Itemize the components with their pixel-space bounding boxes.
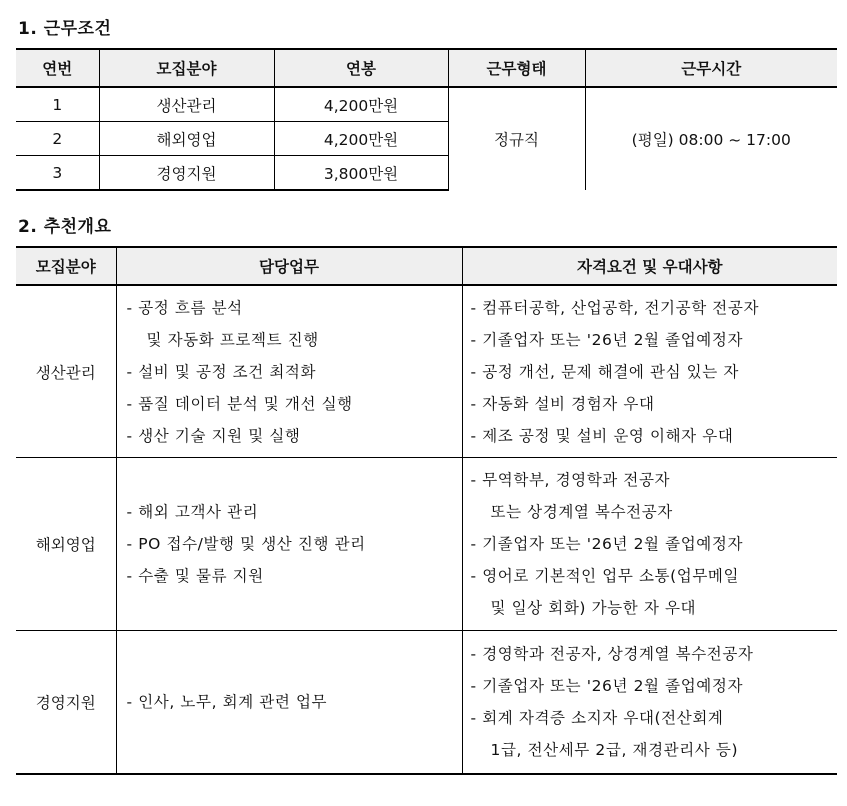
- cell-work-hours: (평일) 08:00 ~ 17:00: [585, 87, 837, 190]
- cell-salary: 3,800만원: [274, 156, 448, 191]
- qualification-line: - 기졸업자 또는 '26년 2월 졸업예정자: [470, 330, 744, 349]
- qualification-line: - 기졸업자 또는 '26년 2월 졸업예정자: [470, 677, 744, 695]
- qualification-line: - 무역학부, 경영학과 전공자: [470, 471, 671, 489]
- cell-field: 경영지원: [16, 631, 116, 775]
- cell-field: 해외영업: [16, 458, 116, 631]
- cell-qualifications: [462, 285, 837, 458]
- header-work-type: 근무형태: [448, 49, 585, 87]
- duty-line: - 생산 기술 지원 및 실행: [126, 426, 301, 445]
- cell-salary: 4,200만원: [274, 87, 448, 122]
- header-qualifications: 자격요건 및 우대사항: [462, 247, 837, 285]
- qualification-line: - 제조 공정 및 설비 운영 이해자 우대: [470, 426, 734, 445]
- duty-line: - 공정 흐름 분석: [126, 298, 243, 317]
- cell-work-type: 정규직: [448, 87, 585, 190]
- cell-field: 생산관리: [16, 285, 116, 458]
- duty-line: - PO 접수/발행 및 생산 진행 관리: [126, 535, 366, 553]
- table-row: [16, 458, 837, 631]
- cell-no: 1: [16, 87, 99, 122]
- table-row: [16, 285, 837, 458]
- cell-field: 해외영업: [99, 122, 274, 156]
- section-title-recommendation-overview: 2. 추천개요: [18, 217, 112, 237]
- duty-line: - 수출 및 물류 지원: [126, 567, 264, 585]
- header-field: 모집분야: [99, 49, 274, 87]
- header-salary: 연봉: [274, 49, 448, 87]
- cell-no: 3: [16, 156, 99, 191]
- header-work-hours: 근무시간: [585, 49, 837, 87]
- cell-duties: [116, 285, 462, 458]
- table-row: [16, 631, 837, 775]
- header-no: 연번: [16, 49, 99, 87]
- work-conditions-table: [16, 48, 837, 191]
- duty-line: - 해외 고객사 관리: [126, 503, 259, 521]
- qualification-line: - 기졸업자 또는 '26년 2월 졸업예정자: [470, 535, 744, 553]
- duty-line: - 품질 데이터 분석 및 개선 실행: [126, 394, 353, 413]
- qualification-line: - 자동화 설비 경험자 우대: [470, 394, 655, 413]
- qualification-line: - 공정 개선, 문제 해결에 관심 있는 자: [470, 362, 739, 381]
- qualification-line: - 컴퓨터공학, 산업공학, 전기공학 전공자: [470, 298, 760, 317]
- qualification-line: 또는 상경계열 복수전공자: [490, 503, 673, 521]
- cell-no: 2: [16, 122, 99, 156]
- cell-salary: 4,200만원: [274, 122, 448, 156]
- header-duties: 담당업무: [116, 247, 462, 285]
- table-row: [16, 87, 837, 122]
- cell-field: 생산관리: [99, 87, 274, 122]
- duty-line: - 설비 및 공정 조건 최적화: [126, 362, 317, 381]
- duty-line: 및 자동화 프로젝트 진행: [146, 330, 319, 349]
- section-title-work-conditions: 1. 근무조건: [18, 19, 112, 39]
- qualification-line: - 영어로 기본적인 업무 소통(업무메일: [470, 567, 740, 585]
- recommendation-table: [16, 246, 837, 775]
- cell-field: 경영지원: [99, 156, 274, 191]
- qualification-line: 1급, 전산세무 2급, 재경관리사 등): [490, 741, 739, 759]
- cell-duties: [116, 631, 462, 775]
- table-header-row: [16, 49, 837, 87]
- qualification-line: - 경영학과 전공자, 상경계열 복수전공자: [470, 645, 754, 663]
- header-field: 모집분야: [16, 247, 116, 285]
- qualification-line: - 회계 자격증 소지자 우대(전산회계: [470, 709, 724, 727]
- cell-qualifications: [462, 631, 837, 775]
- cell-duties: [116, 458, 462, 631]
- table-header-row: [16, 247, 837, 285]
- qualification-line: 및 일상 회화) 가능한 자 우대: [490, 599, 697, 617]
- duty-line: - 인사, 노무, 회계 관련 업무: [126, 693, 328, 711]
- cell-qualifications: [462, 458, 837, 631]
